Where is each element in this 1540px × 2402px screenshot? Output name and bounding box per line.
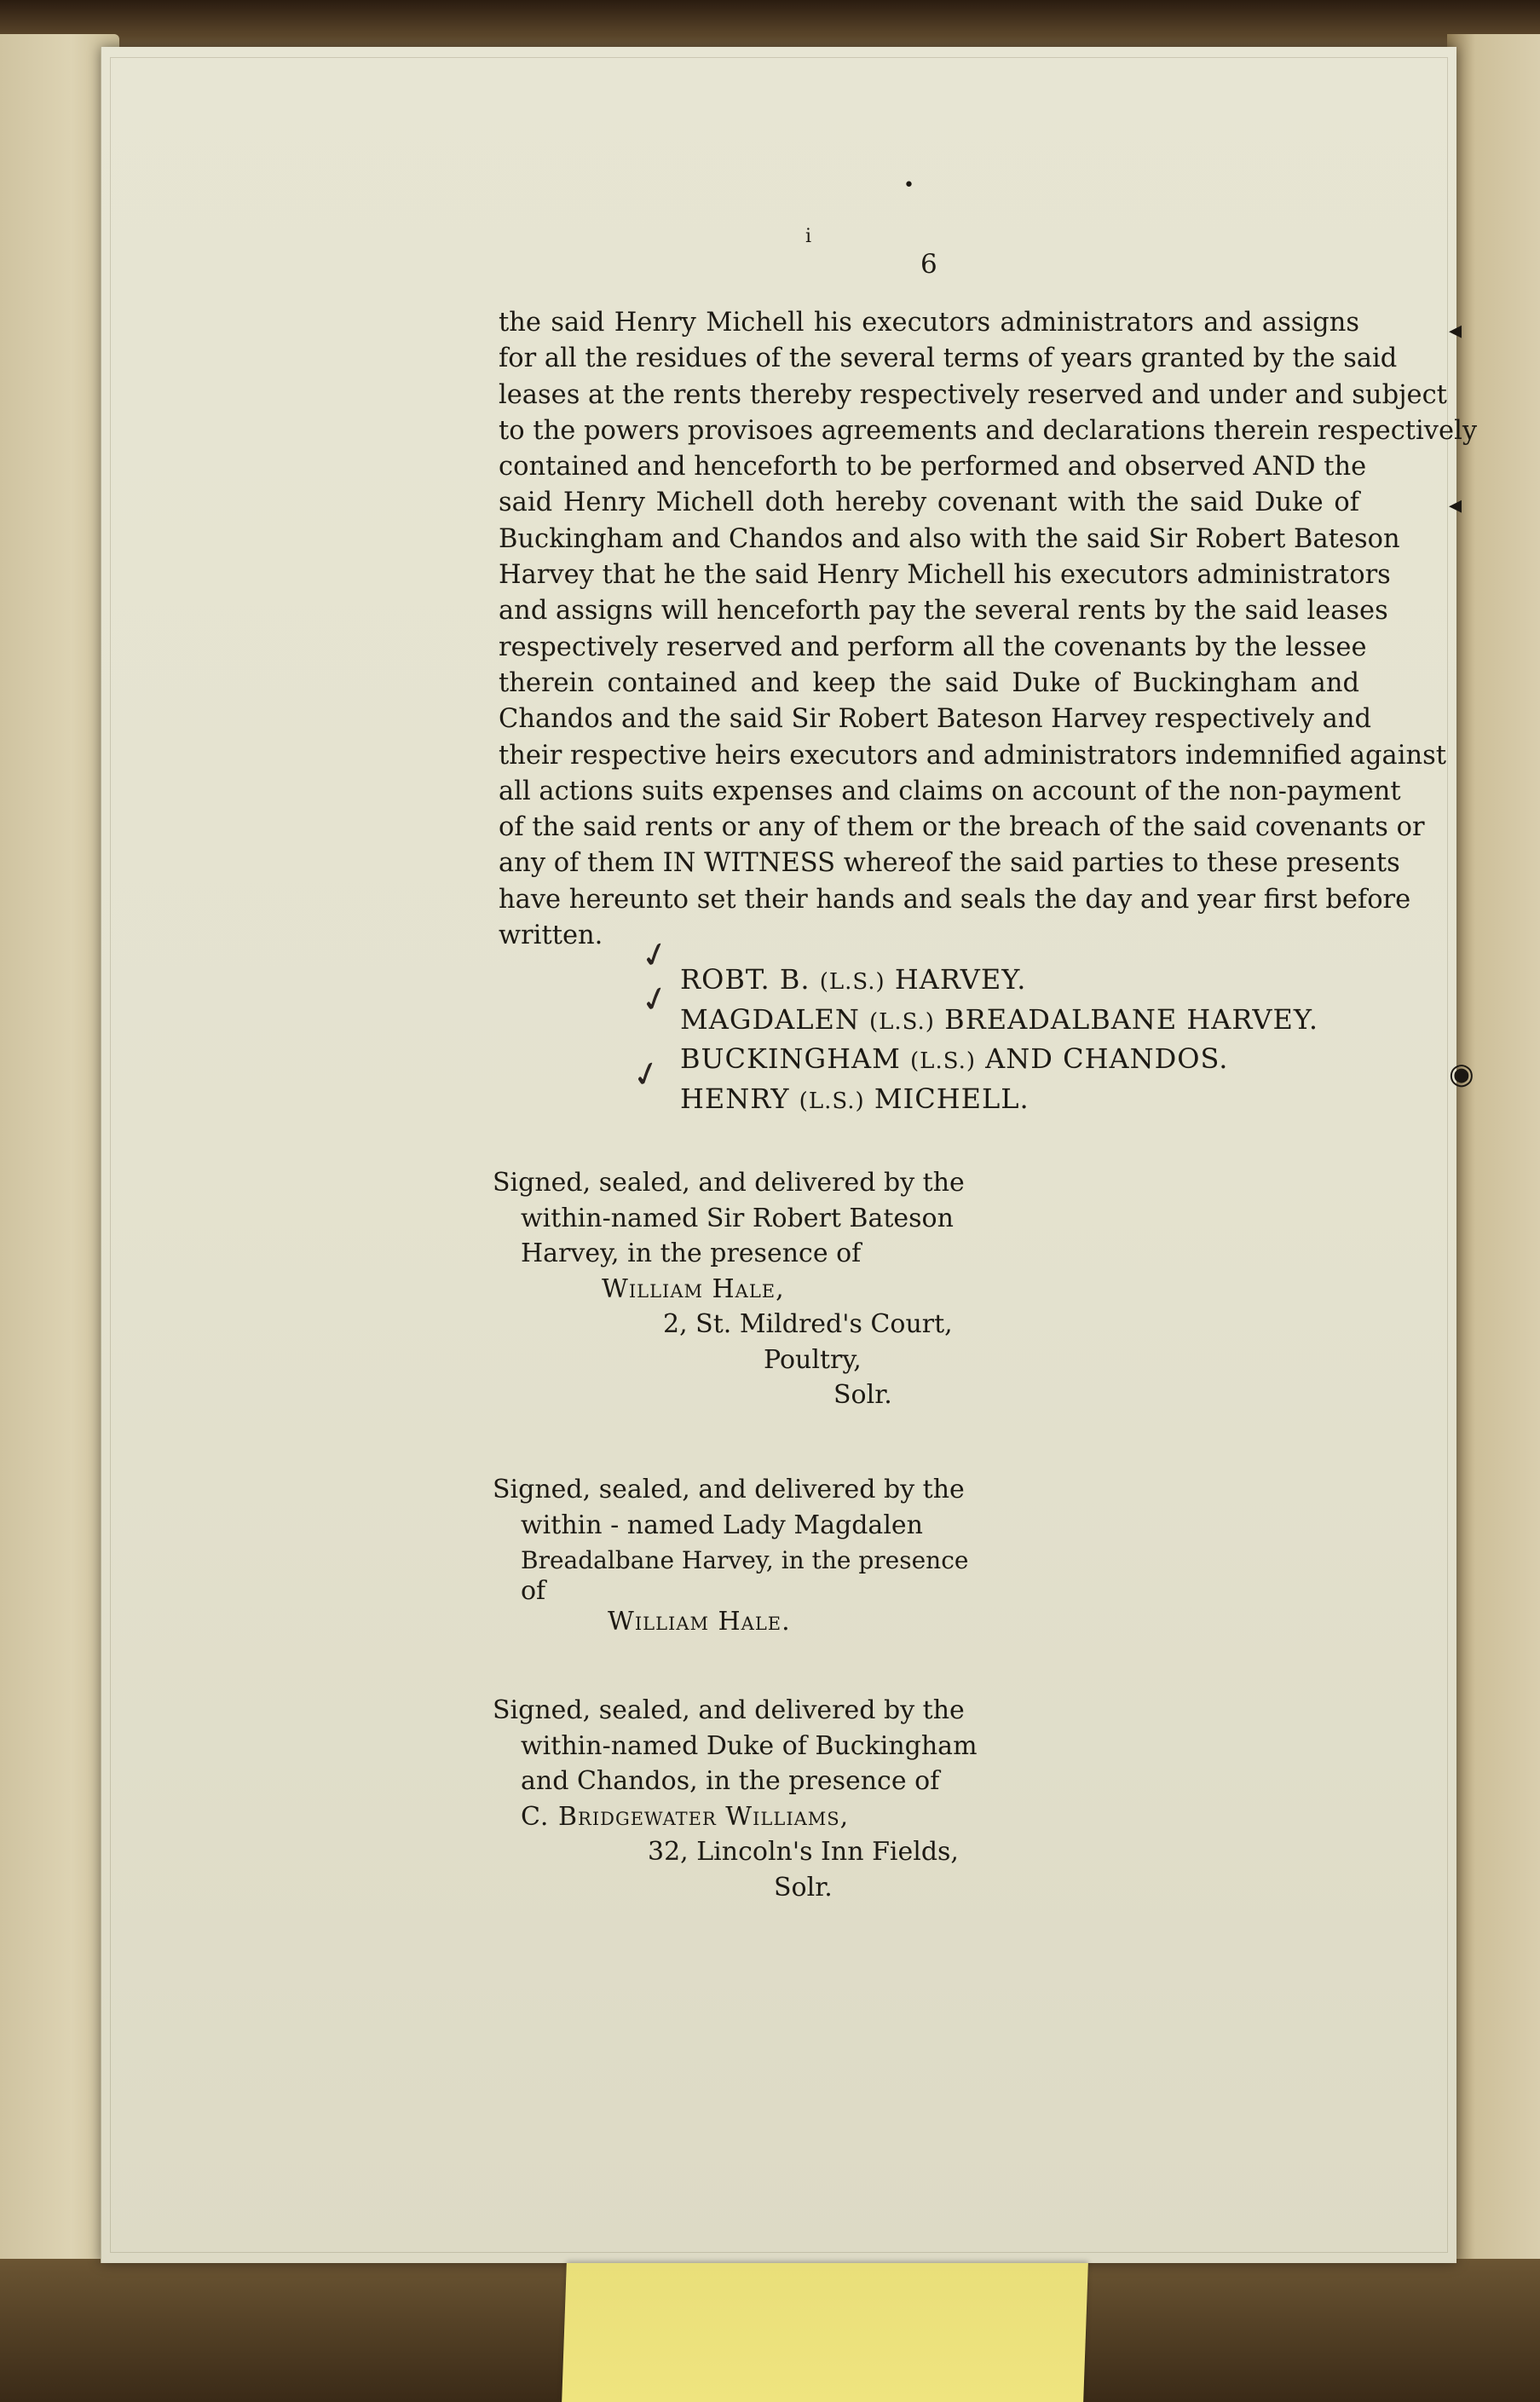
body-line: Buckingham and Chandos and also with the said Sir Robert Bateson (499, 523, 1400, 554)
signatory-name: MAGDALEN (680, 1002, 860, 1036)
seal-mark: (L.S.) (819, 969, 885, 995)
witness-title: Solr. (774, 1872, 833, 1903)
signatory-name: ROBT. B. (680, 963, 810, 996)
witness-address: 32, Lincoln's Inn Fields, (648, 1837, 959, 1867)
signature-line (680, 1081, 1318, 1121)
body-line: and assigns will henceforth pay the several rents by the said leases (499, 596, 1388, 626)
seal-mark: (L.S.) (868, 1008, 935, 1035)
body-line: contained and henceforth to be performed and observed AND the (499, 452, 1367, 482)
body-line: their respective heirs executors and administrators indemnified against (499, 740, 1446, 771)
tick-icon: ✓ (636, 977, 674, 1023)
body-line: leases at the rents thereby respectively reserved and under and subject (499, 379, 1447, 410)
deed-body-text (499, 305, 1478, 954)
signature-line (680, 961, 1318, 1002)
attestation-line: and Chandos, in the presence of (521, 1766, 940, 1796)
tick-icon: ✓ (636, 933, 674, 979)
witness-name: C. Bridgewater Williams, (521, 1801, 850, 1832)
signatory-surname: AND CHANDOS. (985, 1042, 1229, 1075)
binding-hole: ◉ (1449, 1057, 1474, 1091)
witness-name: William Hale. (608, 1606, 791, 1637)
body-line: therein contained and keep the said Duke of Buckingham and (499, 667, 1359, 698)
attestation-line: within-named Duke of Buckingham (521, 1730, 978, 1761)
attestation-line: Signed, sealed, and delivered by the (493, 1475, 965, 1504)
witness-name: William Hale, (602, 1273, 785, 1304)
witness-address: 2, St. Mildred's Court, (663, 1309, 953, 1339)
attestation-clause-magdalen (493, 1472, 968, 1639)
body-line: the said Henry Michell his executors administrators and assigns (499, 308, 1359, 338)
signature-line (680, 1002, 1318, 1042)
signature-line (680, 1041, 1318, 1081)
signatory-name: HENRY (680, 1082, 790, 1115)
body-line: written. (499, 921, 603, 951)
attestation-line: of (521, 1575, 546, 1606)
body-line: any of them IN WITNESS whereof the said parties to these presents (499, 848, 1400, 879)
witness-address: Poultry, (764, 1344, 862, 1375)
seal-mark: (L.S.) (799, 1088, 865, 1114)
page-number: 6 (920, 249, 937, 280)
attestation-line: within-named Sir Robert Bateson (521, 1203, 954, 1233)
body-line: Harvey that he the said Henry Michell his executors administrators (499, 560, 1391, 591)
attestation-line: Signed, sealed, and delivered by the (493, 1168, 965, 1198)
attestation-clause-harvey (493, 1165, 965, 1413)
body-line: of the said rents or any of them or the breach of the said covenants or (499, 812, 1425, 843)
tick-icon: ✓ (627, 1052, 666, 1098)
body-line: respectively reserved and perform all the covenants by the lessee (499, 632, 1367, 662)
attestation-line: Signed, sealed, and delivered by the (493, 1695, 965, 1725)
attestation-line: Breadalbane Harvey, in the presence (521, 1546, 969, 1574)
body-line: have hereunto set their hands and seals the day and year first before (499, 884, 1411, 915)
attestation-clause-buckingham (493, 1693, 978, 1905)
attestation-line: within - named Lady Magdalen (521, 1510, 923, 1540)
body-line: for all the residues of the several terms of years granted by the said (499, 344, 1398, 374)
signatory-surname: BREADALBANE HARVEY. (944, 1002, 1318, 1036)
body-line: said Henry Michell doth hereby covenant with the said Duke of (499, 488, 1359, 518)
binding-hole: ◂ (1449, 315, 1462, 345)
attestation-line: Harvey, in the presence of (521, 1239, 862, 1268)
signature-block (680, 961, 1318, 1120)
witness-title: Solr. (833, 1380, 892, 1410)
signatory-name: BUCKINGHAM (680, 1042, 901, 1075)
signatory-surname: MICHELL. (874, 1082, 1030, 1115)
seal-mark: (L.S.) (910, 1048, 976, 1074)
body-line: all actions suits expenses and claims on account of the non-payment (499, 776, 1401, 806)
ink-speck: • (903, 175, 914, 196)
body-line: to the powers provisoes agreements and declarations therein respectively (499, 415, 1478, 446)
signatory-surname: HARVEY. (894, 963, 1027, 996)
binding-hole: ◂ (1449, 490, 1462, 520)
body-line: Chandos and the said Sir Robert Bateson Harvey respectively and (499, 704, 1371, 735)
ink-speck: ⅰ (805, 226, 812, 247)
